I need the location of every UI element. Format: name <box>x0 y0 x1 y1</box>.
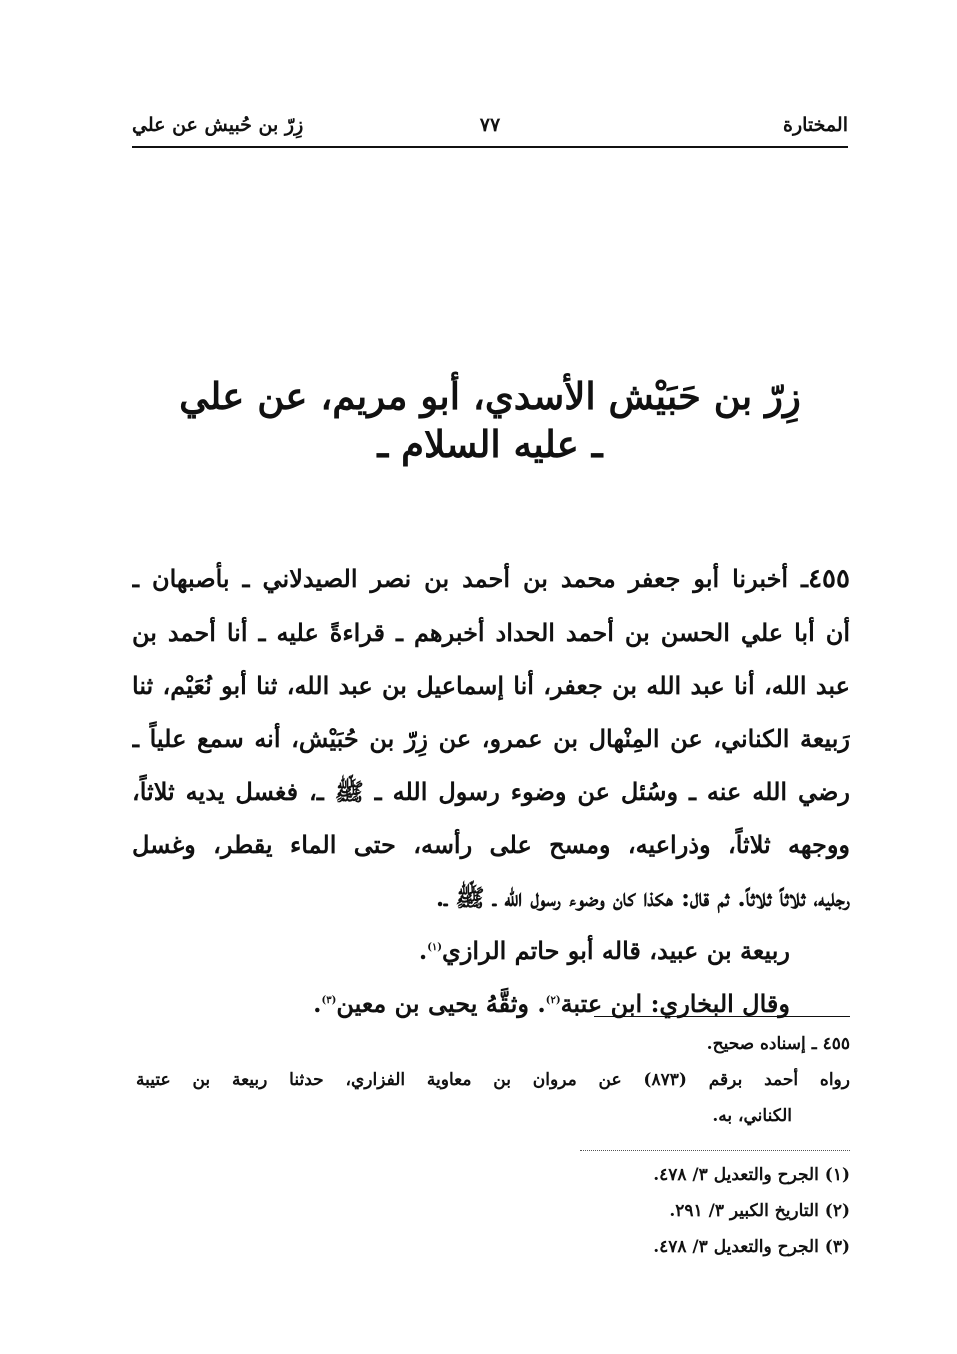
narrator-note-1-text: ربيعة بن عبيد، قاله أبو حاتم الرازي <box>442 936 790 965</box>
running-header <box>132 112 848 148</box>
footnotes-separator <box>580 1150 850 1151</box>
chapter-title-line-2: ـ عليه السلام ـ <box>377 422 603 466</box>
hadith-line-2: أن أبا علي الحسن بن أحمد الحداد أخبرهم ـ قراءةً عليه ـ أنا أحمد بن <box>132 618 850 647</box>
chapter-title <box>132 372 848 468</box>
hadith-line-1 <box>132 552 850 606</box>
footnotes <box>400 1157 850 1265</box>
footnote-ref-1: (١) <box>427 942 443 953</box>
header-page-number: ٧٧ <box>479 114 501 136</box>
hadith-line-4: رَبيعة الكناني، عن المِنْهال بن عمرو، عن زِرّ بن حُبَيْش، أنه سمع علياً ـ <box>132 724 850 753</box>
note-line-1: ٤٥٥ ـ إسناده صحيح. <box>706 1034 850 1054</box>
footnote-2: (٢) التاريخ الكبير ٣/ ٢٩١. <box>669 1201 850 1221</box>
hadith-line-3: عبد الله، أنا عبد الله بن جعفر، أنا إسماعيل بن عبد الله، ثنا أبو نُعَيْم، ثنا <box>132 671 850 700</box>
narrator-note-1-end: . <box>418 936 428 965</box>
note-line-2: رواه أحمد برقم (٨٧٣) عن مروان بن معاوية الفزاري، حدثنا ربيعة بن عتيبة <box>136 1070 850 1090</box>
hadith-line-7: رجليه، ثلاثاً ثلاثاً. ثم قال: هكذا كان وضوء رسول الله ـ ﷺ ـ. <box>435 883 850 912</box>
header-book-title: المختارة <box>783 114 848 136</box>
hadith-line-1-text: ـ أخبرنا أبو جعفر محمد بن أحمد بن نصر الصيدلاني ـ بأصبهان ـ <box>132 564 809 593</box>
narrator-note-1 <box>132 924 850 977</box>
narrator-note-2-end: . <box>313 989 322 1018</box>
footnote-1: (١) الجرح والتعديل ٣/ ٤٧٨. <box>653 1165 850 1185</box>
footnote-3: (٣) الجرح والتعديل ٣/ ٤٧٨. <box>653 1237 850 1257</box>
narrator-note-2-mid: . وثقَّهُ يحيى بن معين <box>336 989 546 1018</box>
hadith-line-6: ووجهه ثلاثاً، وذراعيه، ومسح على رأسه، حتى الماء يقطر، وغسل <box>132 830 850 859</box>
narrator-note-2-text: وقال البخاري: ابن عتبة <box>560 989 790 1018</box>
header-chapter-title: زِرّ بن حُبيش عن علي <box>132 114 304 136</box>
chapter-title-line-1: زِرّ بن حَبَيْش الأسدي، أبو مريم، عن علي <box>179 374 801 418</box>
editor-notes <box>136 1026 850 1134</box>
hadith-body <box>132 552 850 1030</box>
note-line-3: الكناني، به. <box>712 1106 792 1126</box>
hadith-line-5: رضي الله عنه ـ وسُئل عن وضوء رسول الله ـ ﷺ ـ، فغسل يديه ثلاثاً، <box>132 777 850 806</box>
footnote-ref-3: (٣) <box>321 995 337 1006</box>
notes-separator <box>594 1016 850 1017</box>
narrator-note-2 <box>132 977 850 1030</box>
footnote-ref-2: (٢) <box>545 995 561 1006</box>
hadith-number: ٤٥٥ <box>808 564 850 594</box>
